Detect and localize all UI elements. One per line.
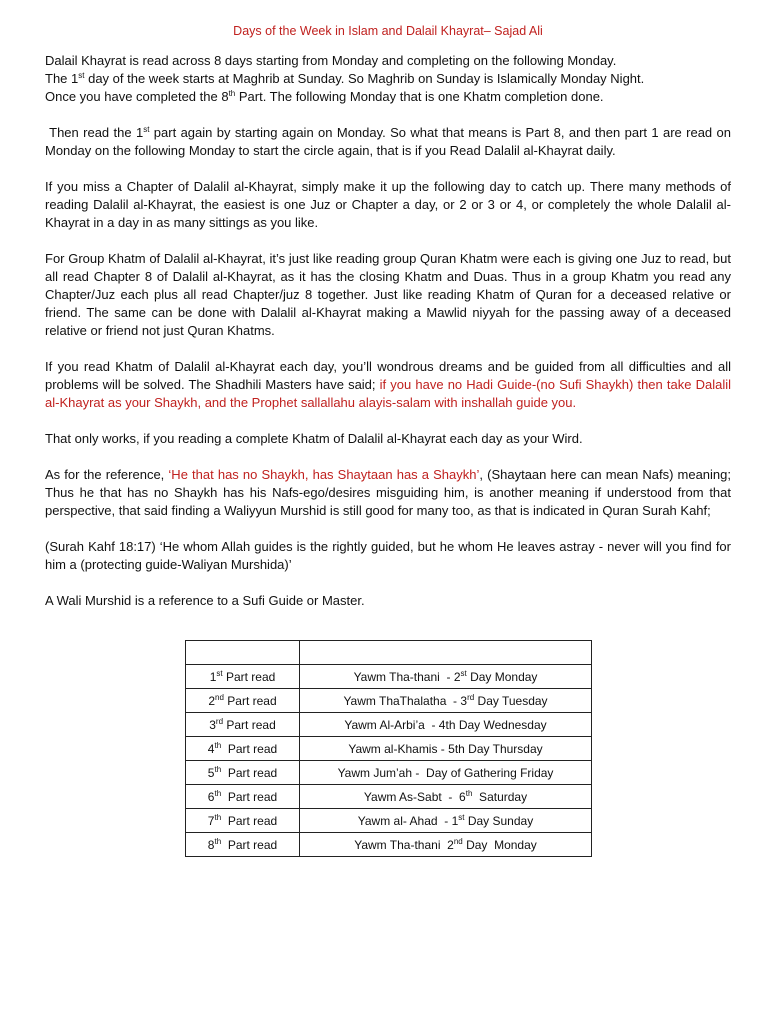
day-text: Yawm al-Khamis - 5th Day Thursday xyxy=(348,741,543,756)
daily-khatm-text: If you read Khatm of Dalalil al-Khayrat each day, you’ll wondrous dreams and be guided from all difficulties and all problems will be solved. The Shadhili Masters have said; xyxy=(45,359,731,392)
ordinal-suffix: rd xyxy=(467,692,475,702)
table-header-cell xyxy=(186,641,300,665)
part-cell xyxy=(186,689,300,713)
restart-start: Then read the 1 xyxy=(45,125,144,140)
day-text: Yawm As-Sabt - 6 xyxy=(363,789,466,804)
part-number: 6 xyxy=(207,789,215,804)
ordinal-suffix: th xyxy=(214,764,222,774)
group-khatm-paragraph: For Group Khatm of Dalalil al-Khayrat, it’s just like reading group Quran Khatm were each is giving one Juz to read, but all read Chapter 8 of Dalalil al-Khayrat, as it has the closing Khatm and Duas. Thus in a group Khatm you read any Chapter/Juz each plus all read Chapter/juz 8 together. Just like reading Khatm of Quran for a deceased relative or friend. The same can be done with Dalalil al-Khayrat making a Mawlid niyyah for the passing away of a deceased relative or friend not just Quran Khatms. xyxy=(45,251,731,338)
reference-end: , (Shaytaan here can mean Nafs) meaning; Thus he that has no Shaykh has his Nafs-ego/desires misguiding him, is another meaning if understood from that perspective, that said finding a Waliyyun Murshid is still good for many too, as that is indicated in Quran Surah Kahf; xyxy=(45,467,731,518)
day-text: Yawm Jum’ah - Day of Gathering Friday xyxy=(337,765,554,780)
table-row xyxy=(186,785,592,809)
part-cell xyxy=(186,833,300,857)
day-cell xyxy=(300,809,592,833)
part-label: Part read xyxy=(221,765,278,780)
reference-start: As for the reference, xyxy=(45,467,169,482)
part-cell xyxy=(186,809,300,833)
missed-chapter-paragraph: If you miss a Chapter of Dalalil al-Khayrat, simply make it up the following day to catch up. There many methods of reading Dalalil al-Khayrat, the easiest is one Juz or Chapter a day, or 2 or 3 or 4, or completely the whole Dalalil al-Khayrat in a day in as many sittings as you like. xyxy=(45,179,731,230)
day-text-end: Day Monday xyxy=(466,669,538,684)
day-cell xyxy=(300,713,592,737)
ordinal-suffix: st xyxy=(458,812,465,822)
part-number: 8 xyxy=(207,837,215,852)
table-row xyxy=(186,809,592,833)
document-page xyxy=(45,24,731,610)
part-cell xyxy=(186,737,300,761)
part-label: Part read xyxy=(222,669,276,684)
intro-line-2-end: day of the week starts at Maghrib at Sunday. So Maghrib on Sunday is Islamically Monday Night. xyxy=(84,71,645,86)
day-text: Yawm ThaThalatha - 3 xyxy=(343,693,468,708)
ordinal-suffix: nd xyxy=(453,836,463,846)
intro-paragraph xyxy=(45,52,731,106)
ordinal-suffix: st xyxy=(78,71,85,80)
document-title: Days of the Week in Islam and Dalail Khayrat– Sajad Ali xyxy=(233,24,543,38)
day-text: Yawm Tha-thani 2 xyxy=(354,837,454,852)
table-row xyxy=(186,665,592,689)
part-label: Part read xyxy=(221,813,278,828)
restart-end: part again by starting again on Monday. So what that means is Part 8, and then part 1 are read on Monday on the following Monday to start the circle again, that is if you Read Dalalil al-Khayrat daily. xyxy=(45,125,731,158)
day-text-end: Day Monday xyxy=(462,837,537,852)
day-cell xyxy=(300,737,592,761)
table-row xyxy=(186,761,592,785)
part-number: 3 xyxy=(209,717,216,732)
restart-paragraph xyxy=(45,124,731,160)
shaykh-quote: ‘He that has no Shaykh, has Shaytaan has a Shaykh’ xyxy=(168,467,480,482)
ordinal-suffix: rd xyxy=(215,716,224,726)
table-row xyxy=(186,833,592,857)
part-cell xyxy=(186,665,300,689)
day-text: Yawm Al-Arbi’a - 4th Day Wednesday xyxy=(344,717,547,732)
parts-table xyxy=(185,640,592,857)
day-text: Yawm Tha-thani - 2 xyxy=(353,669,461,684)
shadhili-quote: if you have no Hadi Guide-(no Sufi Shaykh) then take Dalalil al-Khayrat as your Shaykh, and the Prophet sallallahu alayis-salam with inshallah guide you. xyxy=(45,377,731,410)
part-number: 5 xyxy=(207,765,215,780)
ordinal-suffix: th xyxy=(214,740,222,750)
part-label: Part read xyxy=(223,693,277,708)
ordinal-suffix: th xyxy=(214,812,222,822)
intro-line-3-start: Once you have completed the 8 xyxy=(45,89,229,104)
ordinal-suffix: th xyxy=(228,89,236,98)
table-row xyxy=(186,713,592,737)
part-number: 4 xyxy=(207,741,215,756)
ordinal-suffix: th xyxy=(214,788,222,798)
day-cell xyxy=(300,761,592,785)
day-text-end: Saturday xyxy=(472,789,528,804)
table-header-row xyxy=(186,641,592,665)
part-cell xyxy=(186,713,300,737)
ordinal-suffix: st xyxy=(143,125,150,134)
day-cell xyxy=(300,665,592,689)
ordinal-suffix: nd xyxy=(215,692,224,702)
part-number: 2 xyxy=(208,693,216,708)
table-row xyxy=(186,689,592,713)
wird-paragraph: That only works, if you reading a complete Khatm of Dalalil al-Khayrat each day as your Wird. xyxy=(45,431,583,446)
ordinal-suffix: st xyxy=(460,668,467,678)
ordinal-suffix: st xyxy=(216,668,223,678)
part-label: Part read xyxy=(223,717,276,732)
day-text-end: Day Tuesday xyxy=(474,693,548,708)
part-cell xyxy=(186,761,300,785)
part-number: 7 xyxy=(207,813,215,828)
day-text-end: Day Sunday xyxy=(464,813,534,828)
part-label: Part read xyxy=(221,741,278,756)
ordinal-suffix: th xyxy=(465,788,473,798)
part-cell xyxy=(186,785,300,809)
part-label: Part read xyxy=(221,837,278,852)
table-header-cell xyxy=(300,641,592,665)
reference-paragraph xyxy=(45,466,731,520)
part-label: Part read xyxy=(221,789,278,804)
part-number: 1 xyxy=(209,669,217,684)
intro-line-3-end: Part. The following Monday that is one Khatm completion done. xyxy=(235,89,604,104)
intro-line-1: Dalail Khayrat is read across 8 days starting from Monday and completing on the following Monday. xyxy=(45,53,617,68)
surah-kahf-paragraph: (Surah Kahf 18:17) ‘He whom Allah guides is the rightly guided, but he whom He leaves astray - never will you find for him a (protecting guide-Waliyan Murshida)’ xyxy=(45,539,731,572)
wali-murshid-paragraph: A Wali Murshid is a reference to a Sufi Guide or Master. xyxy=(45,593,365,608)
day-cell xyxy=(300,833,592,857)
intro-line-2-start: The 1 xyxy=(45,71,79,86)
table-row xyxy=(186,737,592,761)
ordinal-suffix: th xyxy=(214,836,222,846)
daily-khatm-paragraph xyxy=(45,358,731,412)
day-cell xyxy=(300,689,592,713)
day-cell xyxy=(300,785,592,809)
day-text: Yawm al- Ahad - 1 xyxy=(357,813,459,828)
